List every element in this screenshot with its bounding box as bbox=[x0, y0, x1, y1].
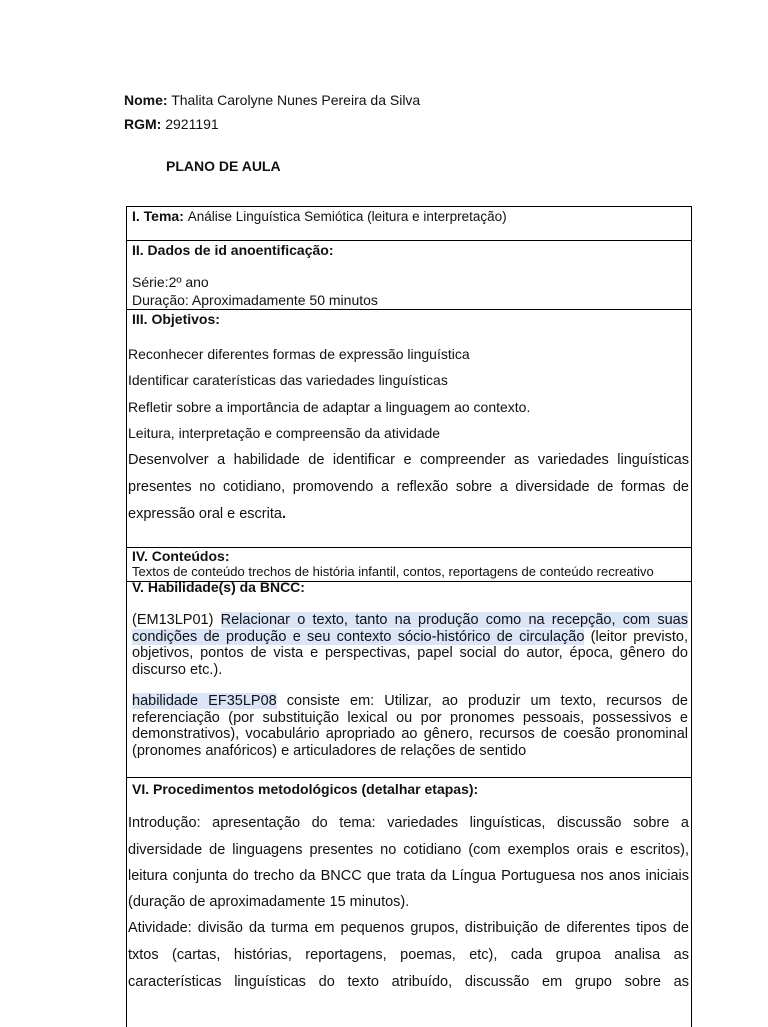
rgm-label: RGM: bbox=[124, 116, 162, 132]
objetivo-paragraph-last-line bbox=[128, 506, 286, 522]
tema-value: Análise Linguística Semiótica (leitura e interpretação) bbox=[187, 209, 507, 224]
objetivos-section bbox=[126, 309, 692, 547]
bncc-rest: (leitor previsto, objetivos, pontos de vista e perspectivas, papel social do autor, época, gênero do discurso etc.). bbox=[132, 628, 688, 678]
procedimento-line: Introdução: apresentação do tema: variedades linguísticas, discussão sobre a bbox=[128, 815, 689, 831]
student-name-line bbox=[124, 92, 420, 108]
procedimento-line: características linguísticas do texto atribuído, discussão em grupo sobre as bbox=[128, 974, 689, 990]
objetivos-label: III. Objetivos: bbox=[132, 311, 220, 327]
name-value: Thalita Carolyne Nunes Pereira da Silva bbox=[171, 92, 421, 108]
conteudos-value: Textos de conteúdo trechos de história infantil, contos, reportagens de conteúdo recreativo bbox=[132, 564, 654, 579]
procedimento-line: txtos (cartas, histórias, reportagens, poemas, etc), cada grupoa analisa as bbox=[128, 947, 689, 963]
procedimentos-section bbox=[126, 777, 692, 1027]
dados-section bbox=[126, 240, 692, 309]
document-title: PLANO DE AULA bbox=[166, 158, 281, 174]
tema-section bbox=[126, 206, 692, 240]
name-label: Nome: bbox=[124, 92, 168, 108]
procedimento-line: diversidade de linguagens presentes no cotidiano (com exemplos orais e escritos), bbox=[128, 842, 689, 858]
dados-label: II. Dados de id anoentificação: bbox=[132, 242, 334, 258]
objetivo-item: Identificar caraterísticas das variedades linguísticas bbox=[128, 372, 448, 388]
rgm-value: 2921191 bbox=[165, 116, 219, 132]
procedimento-line: Atividade: divisão da turma em pequenos grupos, distribuição de diferentes tipos de bbox=[128, 920, 689, 936]
bncc-skill-highlight: habilidade EF35LP08 bbox=[132, 693, 277, 709]
procedimento-line: leitura conjunta do trecho da BNCC que trata da Língua Portuguesa nos anos iniciais bbox=[128, 868, 689, 884]
objetivo-paragraph-period: . bbox=[281, 506, 286, 522]
bncc-paragraph-2 bbox=[132, 693, 688, 759]
objetivo-paragraph-line: Desenvolver a habilidade de identificar e compreender as variedades linguísticas bbox=[128, 452, 689, 468]
lesson-plan-table bbox=[126, 206, 692, 1027]
bncc-paragraph-1 bbox=[132, 612, 688, 678]
objetivo-item: Leitura, interpretação e compreensão da atividade bbox=[128, 425, 441, 441]
procedimentos-label: VI. Procedimentos metodológicos (detalhar etapas): bbox=[132, 781, 479, 797]
bncc-label: V. Habilidade(s) da BNCC: bbox=[132, 579, 305, 595]
objetivo-paragraph-text: expressão oral e escrita bbox=[128, 506, 282, 522]
duracao-text: Duração: Aproximadamente 50 minutos bbox=[132, 292, 378, 308]
bncc-highlight: Relacionar o texto, tanto na produção como na recepção, com suas condições de produção e seu contexto sócio-histórico de circulação bbox=[132, 612, 688, 645]
objetivo-item: Refletir sobre a importância de adaptar a linguagem ao contexto. bbox=[128, 399, 531, 415]
bncc-skill-rest: consiste em: Utilizar, ao produzir um texto, recursos de referenciação (por substituição lexical ou por pronomes pessoais, possessivos e demonstrativos), vocabulário apropriado ao gênero, recursos de coesão pronominal (pronomes anafóricos) e articuladores de relações de sentido bbox=[132, 693, 688, 759]
bncc-code: (EM13LP01) bbox=[132, 612, 221, 628]
bncc-section bbox=[126, 581, 692, 777]
conteudos-section bbox=[126, 547, 692, 581]
student-rgm-line bbox=[124, 116, 219, 132]
tema-label: I. Tema: bbox=[132, 208, 184, 224]
procedimento-line: (duração de aproximadamente 15 minutos). bbox=[128, 894, 410, 910]
objetivo-paragraph-line: presentes no cotidiano, promovendo a reflexão sobre a diversidade de formas de bbox=[128, 479, 689, 495]
serie-text: Série:2º ano bbox=[132, 274, 209, 290]
conteudos-label: IV. Conteúdos: bbox=[132, 548, 230, 564]
tema-line bbox=[132, 208, 507, 224]
objetivo-item: Reconhecer diferentes formas de expressão linguística bbox=[128, 346, 470, 362]
